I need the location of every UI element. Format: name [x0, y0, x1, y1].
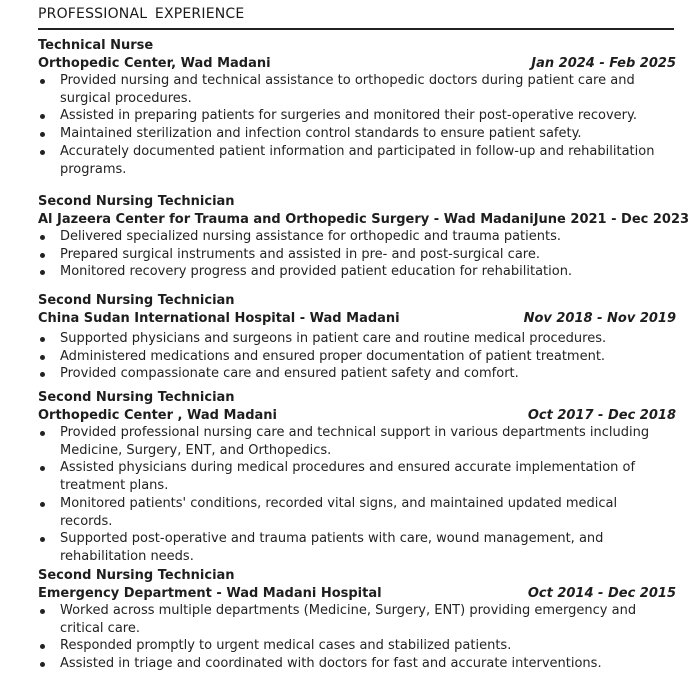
job-title: Second Nursing Technician — [38, 194, 235, 209]
job-title: Second Nursing Technician — [38, 568, 235, 583]
section-divider — [38, 28, 674, 30]
bullet-icon — [40, 372, 45, 377]
job-entry — [38, 193, 690, 281]
bullet-icon — [40, 644, 45, 649]
bullet-icon — [40, 662, 45, 667]
bullet-text: Provided compassionate care and ensured patient safety and comfort. — [60, 366, 519, 382]
bullet-item — [38, 125, 663, 143]
bullet-text: Provided professional nursing care and technical support in various departments including Medicine, Surgery, ENT, and Orthopedics. — [60, 425, 650, 458]
bullet-icon — [40, 79, 45, 84]
job-entry — [38, 37, 676, 178]
job-title: Second Nursing Technician — [38, 293, 235, 308]
organization: Al Jazeera Center for Trauma and Orthopedic Surgery - Wad Madani — [38, 211, 534, 227]
bullet-text: Assisted physicians during medical procedures and ensured accurate implementation of treatment plans. — [60, 460, 636, 494]
bullet-text: Maintained sterilization and infection control standards to ensure patient safety. — [60, 126, 582, 142]
bullet-icon — [40, 502, 45, 507]
bullet-text: Supported post-operative and trauma patients with care, wound management, and rehabilitation needs. — [60, 531, 604, 564]
job-bullets — [38, 330, 676, 383]
job-dates: Oct 2014 - Dec 2015 — [527, 585, 676, 601]
bullet-item — [38, 637, 663, 655]
bullet-text: Assisted in preparing patients for surgeries and monitored their post-operative recovery. — [60, 108, 638, 124]
organization: China Sudan International Hospital - Wad Madani — [38, 310, 400, 326]
bullet-item — [38, 348, 663, 366]
bullet-icon — [40, 466, 45, 471]
bullet-item — [38, 228, 663, 246]
bullet-icon — [40, 132, 45, 137]
bullet-item — [38, 459, 663, 494]
job-entry — [38, 567, 676, 673]
bullet-icon — [40, 270, 45, 275]
job-dates: June 2021 - Dec 2023 — [533, 211, 690, 227]
bullet-text: Accurately documented patient information and participated in follow-up and rehabilitation programs. — [60, 143, 655, 177]
bullet-text: Worked across multiple departments (Medicine, Surgery, ENT) providing emergency and critical care. — [60, 603, 637, 636]
bullet-item — [38, 246, 663, 264]
bullet-item — [38, 72, 663, 107]
bullet-text: Monitored patients' conditions, recorded vital signs, and maintained updated medical records. — [60, 495, 618, 529]
org-row — [38, 407, 676, 425]
bullet-icon — [40, 150, 45, 155]
job-dates: Oct 2017 - Dec 2018 — [527, 407, 676, 423]
bullet-text: Monitored recovery progress and provided patient education for rehabilitation. — [60, 264, 573, 280]
bullet-text: Delivered specialized nursing assistance for orthopedic and trauma patients. — [60, 229, 562, 244]
bullet-text: Prepared surgical instruments and assisted in pre- and post-surgical care. — [60, 246, 540, 262]
bullet-icon — [40, 114, 45, 119]
bullet-text: Assisted in triage and coordinated with doctors for fast and accurate interventions. — [60, 656, 602, 672]
bullet-icon — [40, 253, 45, 258]
job-entry — [38, 389, 676, 566]
resume-page — [38, 4, 690, 672]
section-title: PROFESSIONAL EXPERIENCE — [38, 6, 245, 22]
bullet-text: Provided nursing and technical assistance to orthopedic doctors during patient care and surgical procedures. — [60, 73, 635, 106]
org-row — [38, 55, 676, 73]
job-title: Second Nursing Technician — [38, 390, 235, 405]
job-bullets — [38, 228, 676, 281]
org-row — [38, 211, 690, 229]
job-entry — [38, 292, 676, 383]
job-dates: Jan 2024 - Feb 2025 — [531, 55, 676, 71]
organization: Orthopedic Center, Wad Madani — [38, 55, 271, 71]
bullet-item — [38, 365, 663, 383]
bullet-item — [38, 530, 663, 565]
bullet-text: Administered medications and ensured proper documentation of patient treatment. — [60, 348, 606, 364]
bullet-icon — [40, 355, 45, 360]
job-title: Technical Nurse — [38, 38, 154, 53]
bullet-icon — [40, 337, 45, 342]
bullet-item — [38, 143, 663, 178]
bullet-icon — [40, 609, 45, 614]
job-bullets — [38, 602, 676, 673]
bullet-item — [38, 424, 663, 459]
job-dates: Nov 2018 - Nov 2019 — [523, 310, 676, 326]
bullet-text: Responded promptly to urgent medical cases and stabilized patients. — [60, 638, 512, 654]
bullet-icon — [40, 431, 45, 436]
org-row — [38, 585, 676, 603]
bullet-item — [38, 107, 663, 125]
bullet-item — [38, 602, 663, 637]
bullet-item — [38, 495, 663, 530]
organization: Orthopedic Center , Wad Madani — [38, 407, 278, 423]
org-row — [38, 310, 676, 328]
job-bullets — [38, 72, 676, 178]
bullet-text: Supported physicians and surgeons in patient care and routine medical procedures. — [60, 331, 607, 346]
bullet-item — [38, 330, 663, 348]
bullet-item — [38, 263, 663, 281]
bullet-item — [38, 655, 663, 673]
organization: Emergency Department - Wad Madani Hospital — [38, 585, 382, 601]
bullet-icon — [40, 235, 45, 240]
bullet-icon — [40, 537, 45, 542]
job-bullets — [38, 424, 676, 566]
